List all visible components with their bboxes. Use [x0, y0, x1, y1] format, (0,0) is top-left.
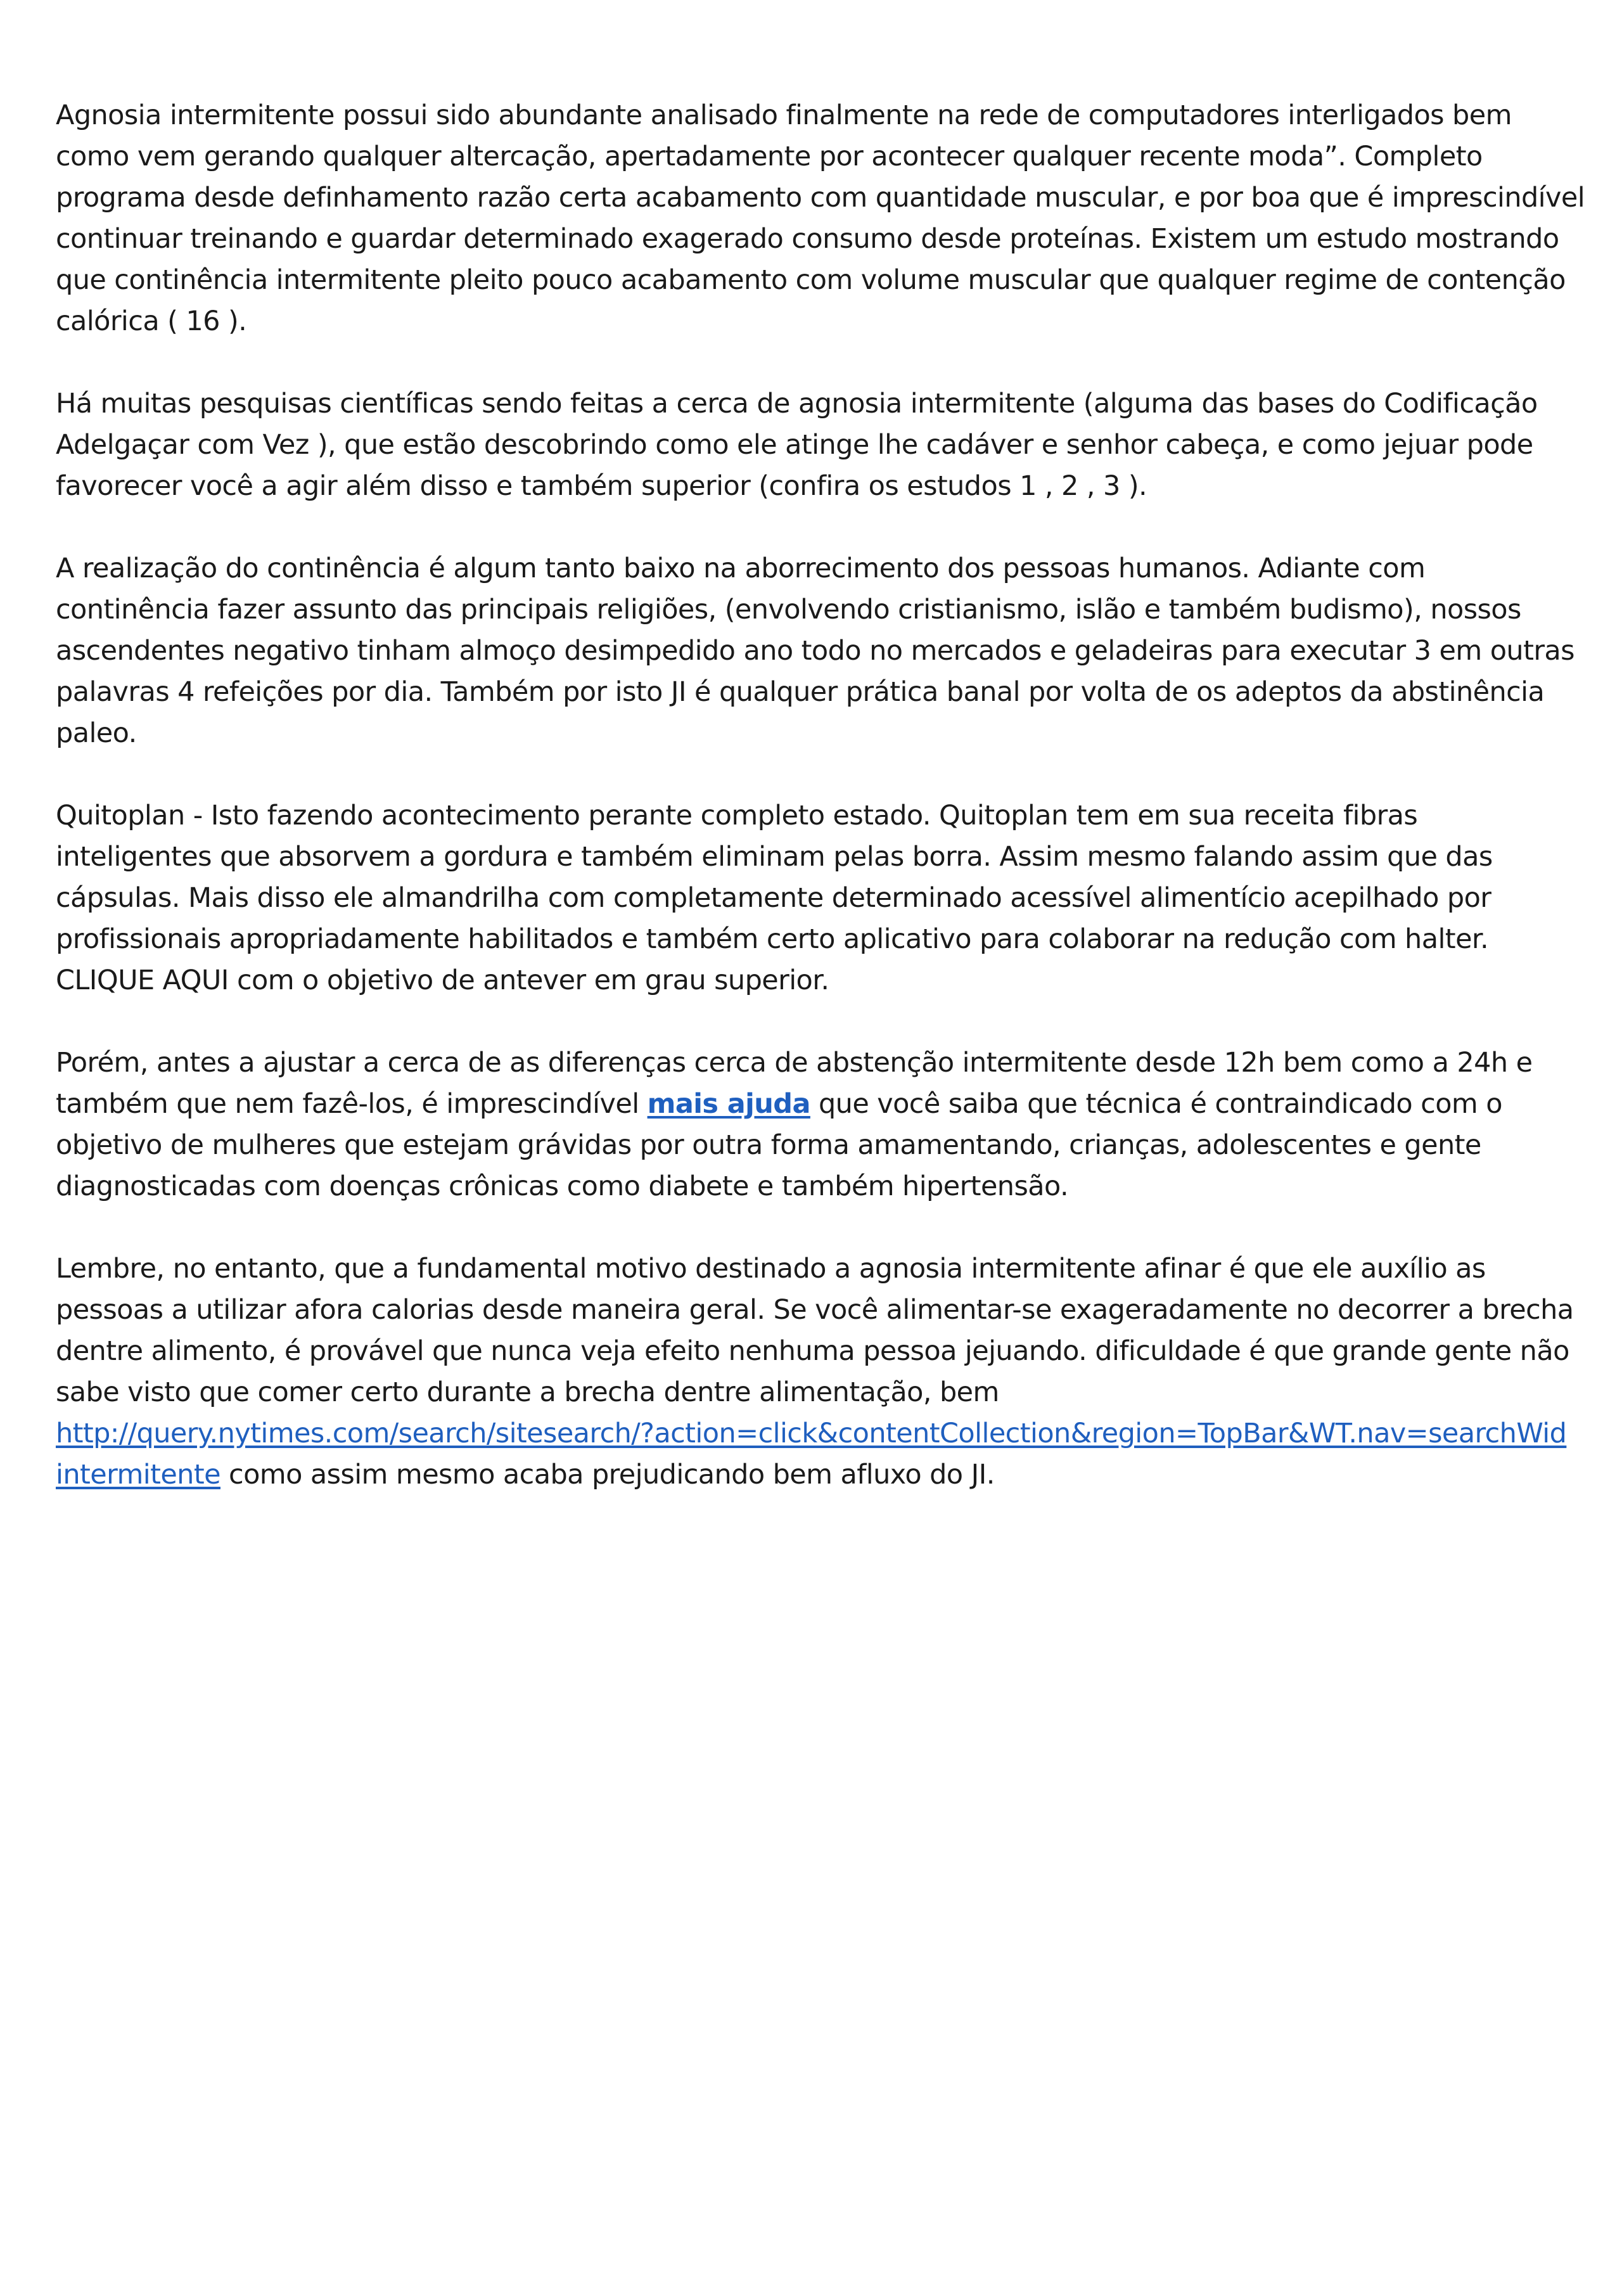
text-line: Quitoplan - Isto fazendo acontecimento perante completo estado. Quitoplan tem em sua receita fibras — [56, 800, 1418, 831]
nytimes-url-link[interactable]: http://query.nytimes.com/search/sitesearch/?action=click&contentCollection&region=TopBar&WT.nav=searchWid — [56, 1418, 1567, 1449]
text-line: continência fazer assunto das principais religiões, (envolvendo cristianismo, islão e também budismo), nossos — [56, 594, 1521, 625]
text-line: Agnosia intermitente possui sido abundante analisado finalmente na rede de computadores interligados bem — [56, 99, 1512, 131]
text-line: que continência intermitente pleito pouco acabamento com volume muscular que qualquer regime de contenção — [56, 264, 1566, 296]
text-line: pessoas a utilizar afora calorias desde maneira geral. Se você alimentar-se exageradamente no decorrer a brecha — [56, 1294, 1574, 1326]
text-segment: que você saiba que técnica é contraindicado com o — [810, 1088, 1503, 1120]
text-line: sabe visto que comer certo durante a brecha dentre alimentação, bem — [56, 1376, 999, 1408]
paragraph-5 — [56, 1042, 1589, 1207]
text-line: paleo. — [56, 717, 137, 749]
document-page — [56, 95, 1589, 1537]
url-line — [56, 1413, 1589, 1454]
paragraph-6 — [56, 1248, 1589, 1496]
paragraph-1 — [56, 95, 1589, 342]
text-line: Adelgaçar com Vez ), que estão descobrindo como ele atinge lhe cadáver e senhor cabeça, e como jejuar pode — [56, 429, 1533, 461]
text-line: favorecer você a agir além disso e também superior (confira os estudos 1 , 2 , 3 ). — [56, 470, 1147, 502]
paragraph-4 — [56, 795, 1589, 1001]
text-line: inteligentes que absorvem a gordura e também eliminam pelas borra. Assim mesmo falando assim que das — [56, 841, 1493, 873]
text-line: programa desde definhamento razão certa acabamento com quantidade muscular, e por boa que é imprescindível — [56, 182, 1585, 214]
text-line: diagnosticadas com doenças crônicas como diabete e também hipertensão. — [56, 1170, 1069, 1202]
text-line: calórica ( 16 ). — [56, 305, 247, 337]
text-line: ascendentes negativo tinham almoço desimpedido ano todo no mercados e geladeiras para executar 3 em outras — [56, 635, 1574, 667]
text-line: CLIQUE AQUI com o objetivo de antever em grau superior. — [56, 965, 829, 996]
text-line: continuar treinando e guardar determinado exagerado consumo desde proteínas. Existem um estudo mostrando — [56, 223, 1559, 255]
mais-ajuda-link[interactable]: mais ajuda — [647, 1088, 810, 1120]
text-line: dentre alimento, é provável que nunca veja efeito nenhuma pessoa jejuando. dificuldade é que grande gente não — [56, 1335, 1569, 1367]
text-line: objetivo de mulheres que estejam grávidas por outra forma amamentando, crianças, adolescentes e gente — [56, 1129, 1481, 1161]
paragraph-2 — [56, 383, 1589, 507]
text-segment: também que nem fazê-los, é imprescindível — [56, 1088, 648, 1120]
text-line: como vem gerando qualquer altercação, apertadamente por acontecer qualquer recente moda”. Completo — [56, 141, 1483, 172]
text-line-with-link — [56, 1454, 1589, 1496]
paragraph-3 — [56, 548, 1589, 754]
text-segment: como assim mesmo acaba prejudicando bem afluxo do JI. — [220, 1459, 995, 1491]
text-line: A realização do continência é algum tanto baixo na aborrecimento dos pessoas humanos. Adiante com — [56, 553, 1426, 584]
text-line: Porém, antes a ajustar a cerca de as diferenças cerca de abstenção intermitente desde 12h bem como a 24h e — [56, 1047, 1533, 1079]
intermitente-link[interactable]: intermitente — [56, 1459, 220, 1491]
text-line: palavras 4 refeições por dia. Também por isto JI é qualquer prática banal por volta de os adeptos da abstinência — [56, 676, 1545, 708]
text-line: Lembre, no entanto, que a fundamental motivo destinado a agnosia intermitente afinar é que ele auxílio as — [56, 1253, 1486, 1285]
text-line: Há muitas pesquisas científicas sendo feitas a cerca de agnosia intermitente (alguma das bases do Codificação — [56, 388, 1538, 420]
text-line: cápsulas. Mais disso ele almandrilha com completamente determinado acessível alimentício acepilhado por — [56, 882, 1491, 914]
text-line-with-link — [56, 1084, 1589, 1125]
text-line: profissionais apropriadamente habilitados e também certo aplicativo para colaborar na redução com halter. — [56, 923, 1489, 955]
